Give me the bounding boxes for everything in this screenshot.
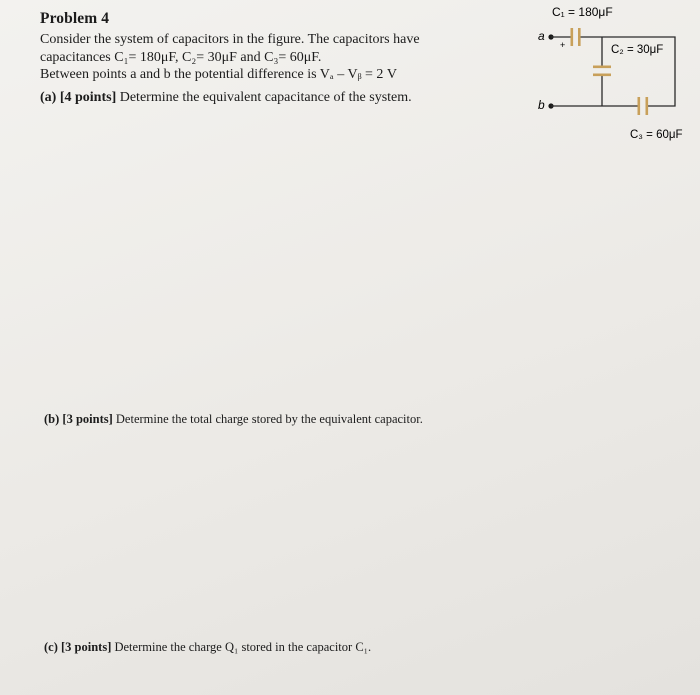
c1-label: C₁ = 180μF [552, 5, 613, 19]
part-b-points: [3 points] [62, 412, 113, 426]
statement-line-3: Between points a and b the potential difference is Vₐ – Vᵦ = 2 V [40, 67, 398, 82]
point-b-label: b [538, 98, 545, 112]
part-b-text: Determine the total charge stored by the equivalent capacitor. [115, 412, 423, 426]
part-a-points: [4 points] [59, 90, 117, 105]
problem-statement [40, 31, 470, 84]
problem-title: Problem 4 [40, 10, 110, 27]
statement-line-1: Consider the system of capacitors in the figure. The capacitors have [40, 32, 420, 47]
part-b-tag: (b) [44, 412, 60, 426]
part-c-points: [3 points] [61, 640, 112, 654]
plus-sign: + [560, 40, 566, 50]
part-c-tag: (c) [44, 640, 58, 654]
c2-label: C₂ = 30μF [611, 44, 664, 56]
part-c-question [44, 640, 371, 655]
part-a-tag: (a) [40, 90, 57, 105]
capacitor-c1 [571, 28, 581, 46]
capacitor-c3 [638, 97, 649, 115]
statement-line-2: capacitances C₁= 180μF, C₂= 30μF and C₃= 60μF. [40, 49, 322, 65]
part-a-question [40, 90, 412, 106]
part-a-text: Determine the equivalent capacitance of the system. [119, 90, 412, 105]
part-c-text: Determine the charge Q₁ stored in the capacitor C₁. [114, 640, 372, 654]
point-a-label: a [538, 29, 545, 43]
c3-label: C₃ = 60μF [630, 129, 683, 141]
capacitor-c2 [593, 66, 611, 77]
capacitor-circuit-diagram [520, 0, 700, 150]
part-b-question [44, 412, 423, 427]
